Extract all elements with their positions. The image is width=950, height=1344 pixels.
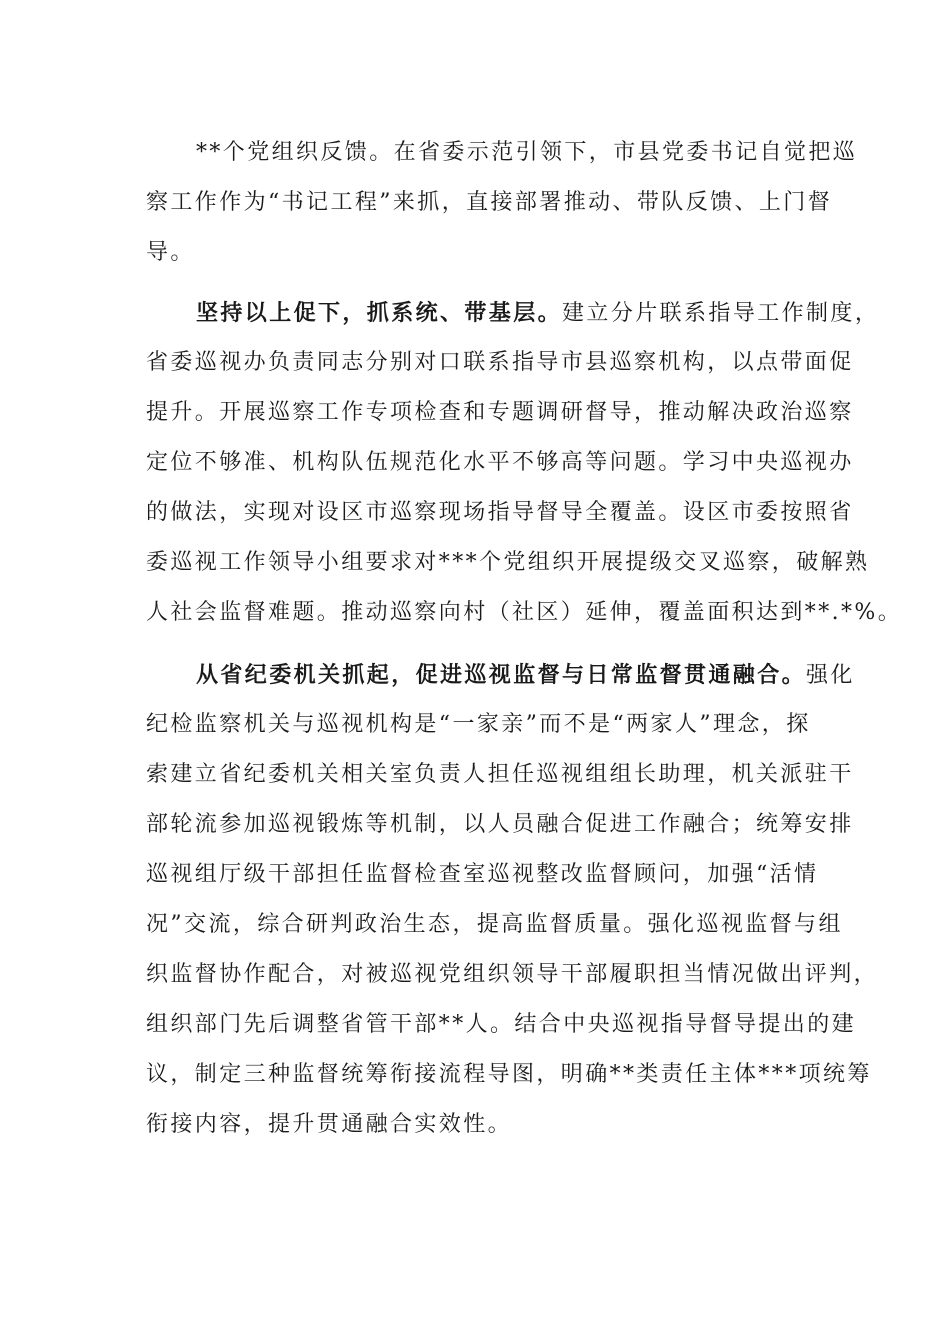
- paragraph-1-line-2: 察工作作为“书记工程”来抓，直接部署推动、带队反馈、上门督: [146, 190, 833, 215]
- paragraph-2-line-2: 省委巡视办负责同志分别对口联系指导市县巡察机构，以点带面促: [146, 350, 854, 375]
- paragraph-2-line-7: 人社会监督难题。推动巡察向村（社区）延伸，覆盖面积达到**.*%。: [146, 600, 903, 625]
- paragraph-3-line-7: 织监督协作配合，对被巡视党组织领导干部履职担当情况做出评判，: [146, 962, 879, 987]
- paragraph-2-line-3: 提升。开展巡察工作专项检查和专题调研督导，推动解决政治巡察: [146, 400, 854, 425]
- paragraph-1-line-1: **个党组织反馈。在省委示范引领下，市县党委书记自觉把巡: [196, 140, 858, 165]
- paragraph-2-line-1: [196, 299, 879, 328]
- paragraph-3-line-8: 组织部门先后调整省管干部**人。结合中央巡视指导督导提出的建: [146, 1012, 857, 1037]
- paragraph-3-line-10: 衔接内容，提升贯通融合实效性。: [146, 1112, 513, 1137]
- paragraph-3-line-5: 巡视组厅级干部担任监督检查室巡视整改监督顾问，加强“活情: [146, 862, 819, 887]
- paragraph-2-line-5: 的做法，实现对设区市巡察现场指导督导全覆盖。设区市委按照省: [146, 500, 854, 525]
- paragraph-3-heading: 从省纪委机关抓起，促进巡视监督与日常监督贯通融合。: [196, 662, 807, 688]
- paragraph-3-line-3: 索建立省纪委机关相关室负责人担任巡视组组长助理，机关派驻干: [146, 762, 854, 787]
- paragraph-2-line-4: 定位不够准、机构队伍规范化水平不够高等问题。学习中央巡视办: [146, 450, 854, 475]
- paragraph-3-line-2: 纪检监察机关与巡视机构是“一家亲”而不是“两家人”理念，探: [146, 712, 811, 737]
- paragraph-1-line-3: 导。: [146, 240, 195, 265]
- paragraph-2-heading: 坚持以上促下，抓系统、带基层。: [196, 300, 563, 326]
- paragraph-3-line-4: 部轮流参加巡视锻炼等机制，以人员融合促进工作融合；统筹安排: [146, 812, 854, 837]
- paragraph-2-line-1-text: 建立分片联系指导工作制度，: [562, 301, 880, 326]
- paragraph-3-line-1-text: 强化: [806, 663, 855, 688]
- paragraph-3-line-9: 议，制定三种监督统筹衔接流程导图，明确**类责任主体***项统筹: [146, 1062, 872, 1087]
- paragraph-3-line-6: 况”交流，综合研判政治生态，提高监督质量。强化巡视监督与组: [146, 912, 843, 937]
- paragraph-2-line-6: 委巡视工作领导小组要求对***个党组织开展提级交叉巡察，破解熟: [146, 550, 870, 575]
- paragraph-3-line-1: [196, 661, 855, 690]
